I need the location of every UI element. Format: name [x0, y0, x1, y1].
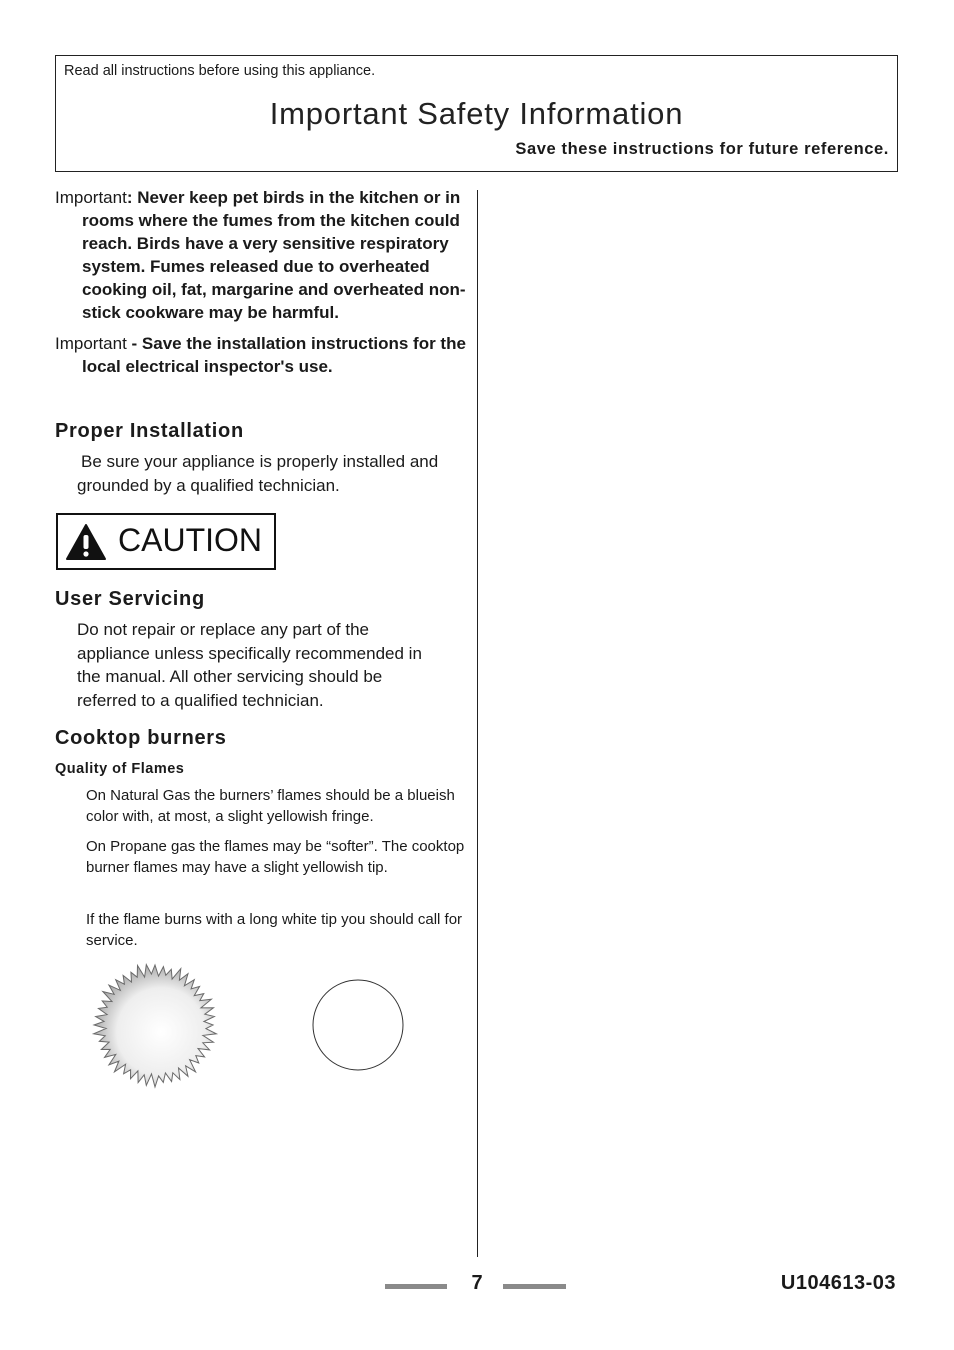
header-note: Read all instructions before using this appliance. [64, 63, 376, 79]
save-notice: Save these instructions for future reference. [515, 140, 889, 158]
flame-paragraph-white-tip: If the flame burns with a long white tip you should call for service. [86, 911, 463, 949]
flame-paragraph-propane: On Propane gas the flames may be “softer”. The cooktop burner flames may have a slight yellowish tip. [86, 838, 465, 876]
caution-label: CAUTION [118, 522, 262, 558]
proper-installation-text: Be sure your appliance is properly installed and grounded by a qualified technician. [77, 452, 439, 495]
important-note-birds [55, 186, 471, 324]
important-text: : Never keep pet birds in the kitchen or in rooms where the fumes from the kitchen could reach. Birds have a very sensitive respiratory system. Fumes released due to overheated cooking oil, fat, margarine and overheated non-stick cookware may be harmful. [82, 188, 466, 322]
column-divider [477, 190, 478, 1257]
footer-bar-right [503, 1284, 566, 1289]
user-servicing-title: User Servicing [55, 588, 205, 610]
normal-flame-diagram [311, 978, 407, 1074]
document-code: U104613-03 [780, 1272, 896, 1294]
quality-of-flames-subtitle: Quality of Flames [55, 761, 185, 777]
caution-box [56, 513, 276, 570]
important-label: Important [55, 188, 127, 207]
page-number: 7 [471, 1272, 483, 1294]
important-text: - Save the installation instructions for the local electrical inspector's use. [82, 334, 466, 376]
important-label: Important [55, 334, 132, 353]
important-note-installation [55, 332, 471, 378]
user-servicing-text: Do not repair or replace any part of the appliance unless specifically recommended in the manual. All other servicing should be referred to a qualified technician. [77, 620, 422, 710]
cooktop-burners-title: Cooktop burners [55, 727, 227, 749]
irregular-flame-diagram [90, 960, 220, 1090]
warning-triangle-icon [65, 523, 107, 561]
flame-paragraph-natural-gas: On Natural Gas the burners’ flames should be a blueish color with, at most, a slight yellowish fringe. [86, 787, 455, 825]
footer-bar-left [385, 1284, 447, 1289]
left-column [55, 186, 471, 949]
proper-installation-title: Proper Installation [55, 420, 244, 442]
page-title: Important Safety Information [269, 96, 684, 131]
header-box [55, 55, 898, 172]
